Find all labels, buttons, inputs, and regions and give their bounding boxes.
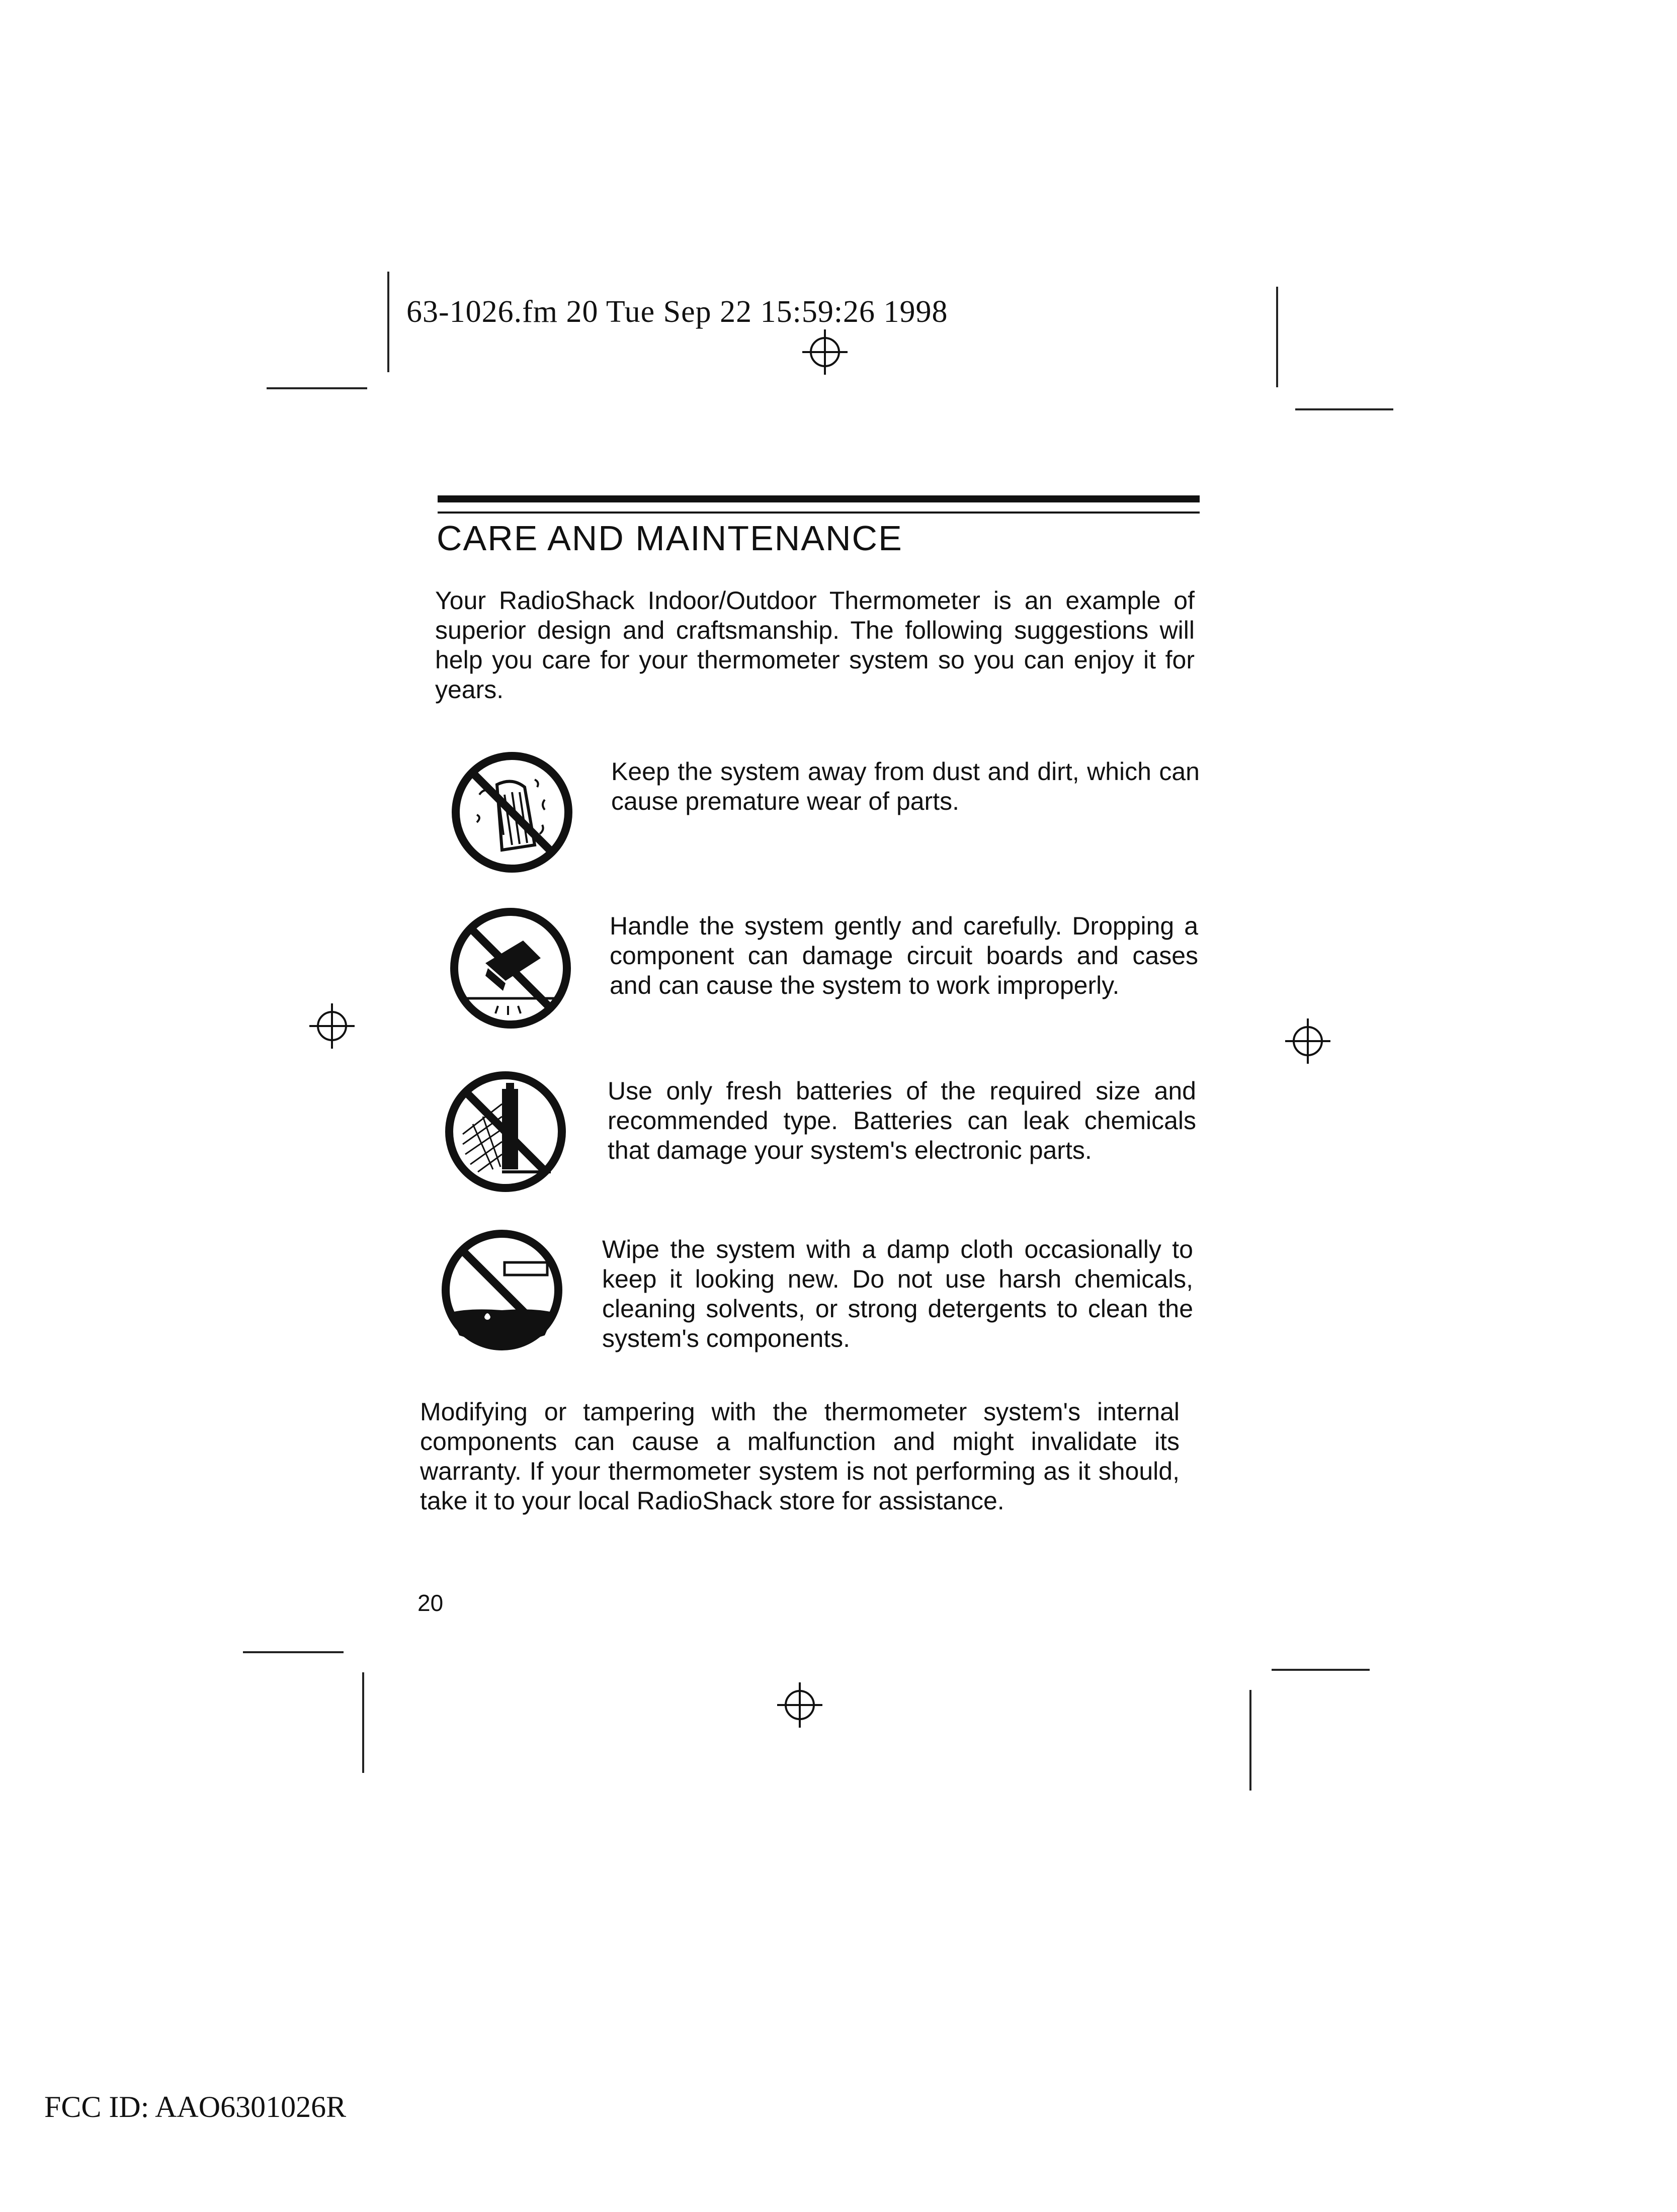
crop-mark — [1295, 408, 1393, 410]
page-number: 20 — [417, 1590, 444, 1616]
no-chemicals-icon — [439, 1227, 565, 1353]
intro-paragraph: Your RadioShack Indoor/Outdoor Thermometer is an example of superior design and craftsmanship. The following suggestions will help you care for your thermometer system so you can enjoy it for years. — [435, 586, 1195, 704]
care-item-text: Wipe the system with a damp cloth occasionally to keep it looking new. Do not use harsh chemicals, cleaning solvents, or strong detergents to clean the system's components. — [602, 1235, 1193, 1352]
crop-mark — [267, 387, 367, 389]
warranty-paragraph: Modifying or tampering with the thermometer system's internal components can cause a malfunction and might invalidate its warranty. If your thermometer system is not performing as it should, take it to your local RadioShack store for assistance. — [420, 1398, 1180, 1515]
care-item-text: Keep the system away from dust and dirt, which can cause premature wear of parts. — [611, 757, 1200, 815]
registration-target-icon — [1283, 1016, 1333, 1066]
registration-target-icon — [307, 1001, 357, 1051]
no-dust-icon — [449, 749, 575, 875]
no-drop-icon — [448, 905, 573, 1031]
crop-mark — [362, 1672, 364, 1773]
section-rule-thin — [438, 512, 1200, 514]
crop-mark — [1272, 1669, 1370, 1671]
registration-target-icon — [800, 327, 850, 377]
care-item-text: Use only fresh batteries of the required size and recommended type. Batteries can leak chemicals that damage your system's electronic parts. — [608, 1077, 1196, 1164]
page-title: CARE AND MAINTENANCE — [437, 519, 903, 558]
registration-target-icon — [775, 1680, 825, 1730]
section-rule — [438, 495, 1200, 502]
crop-mark — [387, 272, 389, 372]
no-leaking-battery-icon — [443, 1069, 568, 1195]
fcc-id: FCC ID: AAO6301026R — [44, 2090, 347, 2123]
file-stamp: 63-1026.fm 20 Tue Sep 22 15:59:26 1998 — [406, 295, 948, 329]
crop-mark — [1249, 1690, 1251, 1791]
crop-mark — [1276, 287, 1278, 387]
care-item-text: Handle the system gently and carefully. Dropping a component can damage circuit boards and cases and can cause the system to work improperly. — [610, 912, 1198, 999]
crop-mark — [243, 1651, 344, 1653]
